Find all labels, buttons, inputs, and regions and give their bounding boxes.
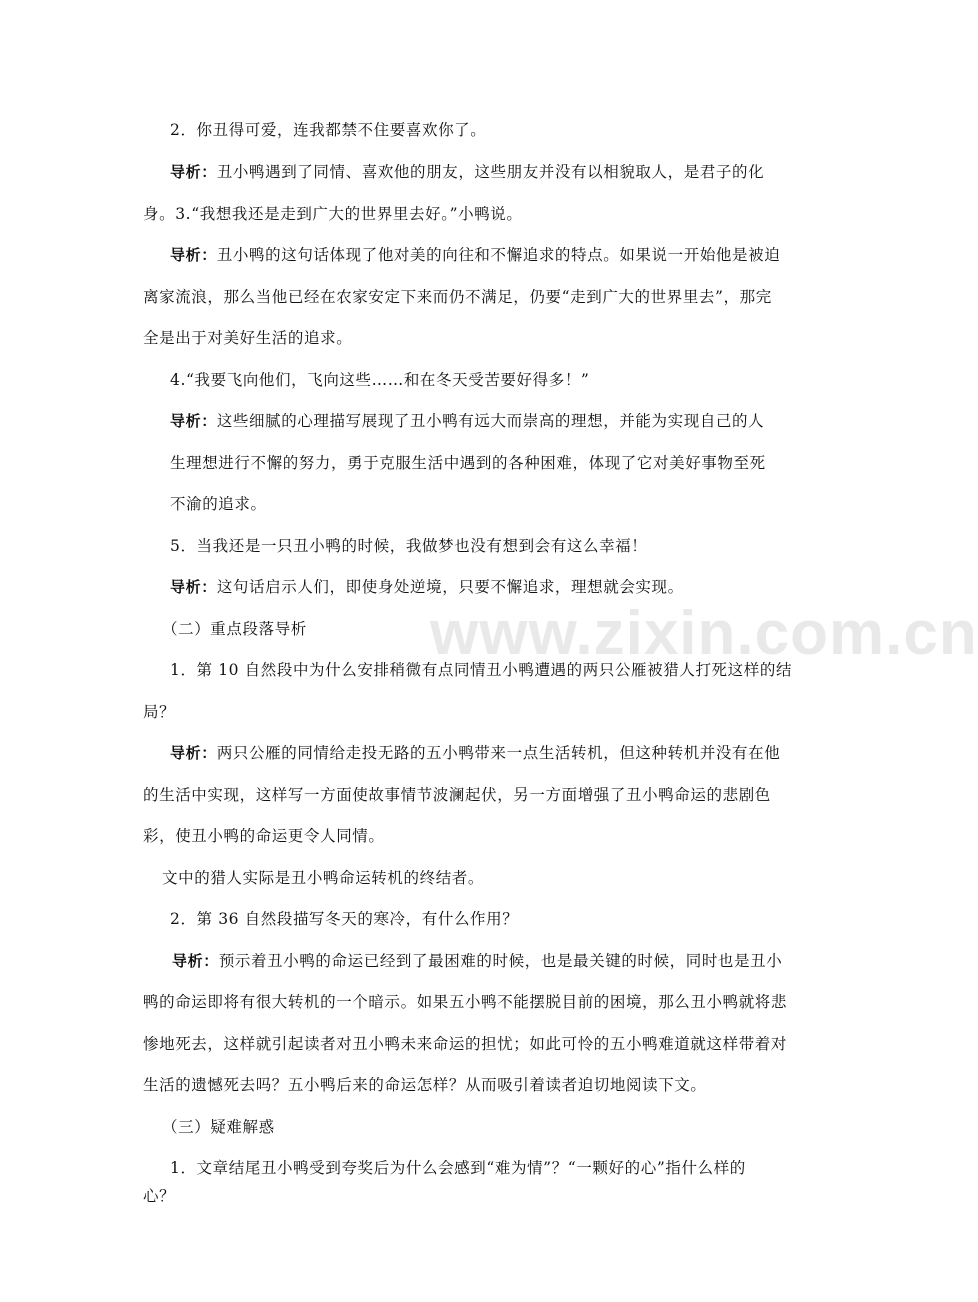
paragraph-line: 鸭的命运即将有很大转机的一个暗示。如果五小鸭不能摆脱目前的困境，那么丑小鸭就将悲	[143, 993, 788, 1011]
guide-text: 这句话启示人们，即使身处逆境，只要不懈追求，理想就会实现。	[216, 578, 684, 596]
guide-paragraph-6	[172, 949, 782, 973]
guide-label: 导析：	[170, 246, 217, 264]
guide-label: 导析：	[170, 744, 217, 762]
item-4-text: 4.“我要飞向他们，飞向这些……和在冬天受苦要好得多！”	[170, 371, 590, 389]
paragraph-line: 彩，使丑小鸭的命运更令人同情。	[143, 827, 385, 845]
paragraph-line: 离家流浪，那么当他已经在农家安定下来而仍不满足，仍要“走到广大的世界里去”，那完	[143, 288, 772, 306]
watermark: www.zixin.com.cn	[430, 599, 978, 668]
item-3-text: 身。3.“我想我还是走到广大的世界里去好。”小鸭说。	[143, 205, 523, 223]
paragraph-line: 惨地死去，这样就引起读者对丑小鸭未来命运的担忧；如此可怜的五小鸭难道就这样带着对	[143, 1035, 788, 1053]
guide-label: 导析：	[170, 412, 217, 430]
section-heading-3: （三）疑难解惑	[162, 1118, 275, 1136]
guide-text: 丑小鸭的这句话体现了他对美的向往和不懈追求的特点。如果说一开始他是被迫	[216, 246, 781, 264]
paragraph-line: 的生活中实现，这样写一方面使故事情节波澜起伏，另一方面增强了丑小鸭命运的悲剧色	[143, 786, 771, 804]
guide-label: 导析：	[170, 578, 217, 596]
paragraph-line: 心？	[143, 1187, 176, 1205]
paragraph-line: 生理想进行不懈的努力，勇于克服生活中遇到的各种困难，体现了它对美好事物至死	[170, 454, 766, 472]
item-5-text: 5．当我还是一只丑小鸭的时候，我做梦也没有想到会有这么幸福！	[170, 537, 648, 555]
paragraph-line: 文中的猎人实际是丑小鸭命运转机的终结者。	[162, 869, 485, 887]
question-1-text: 1．第 10 自然段中为什么安排稍微有点同情丑小鸭遭遇的两只公雁被猎人打死这样的结	[170, 661, 793, 679]
guide-text: 丑小鸭遇到了同情、喜欢他的朋友，这些朋友并没有以相貌取人，是君子的化	[216, 163, 765, 181]
question-3-text: 1．文章结尾丑小鸭受到夸奖后为什么会感到“难为情”？“一颗好的心”指什么样的	[170, 1159, 746, 1177]
paragraph-line: 不渝的追求。	[170, 495, 267, 513]
guide-paragraph-5	[170, 741, 780, 765]
guide-paragraph-3	[170, 409, 764, 433]
section-heading-2: （二）重点段落导析	[162, 620, 307, 638]
paragraph-line: 局？	[143, 703, 176, 721]
guide-label: 导析：	[170, 163, 217, 181]
guide-paragraph-4	[170, 575, 684, 599]
guide-text: 预示着丑小鸭的命运已经到了最困难的时候，也是最关键的时候，同时也是丑小	[218, 952, 783, 970]
guide-text: 这些细腻的心理描写展现了丑小鸭有远大而崇高的理想，并能为实现自己的人	[216, 412, 765, 430]
paragraph-line: 生活的遗憾死去吗？五小鸭后来的命运怎样？从而吸引着读者迫切地阅读下文。	[143, 1076, 707, 1094]
question-2-text: 2．第 36 自然段描写冬天的寒冷，有什么作用？	[170, 910, 519, 928]
item-2-text: 2．你丑得可爱，连我都禁不住要喜欢你了。	[170, 121, 487, 139]
guide-paragraph-1	[170, 160, 764, 184]
guide-label: 导析：	[172, 952, 219, 970]
paragraph-line: 全是出于对美好生活的追求。	[143, 329, 353, 347]
guide-paragraph-2	[170, 243, 780, 267]
guide-text: 两只公雁的同情给走投无路的五小鸭带来一点生活转机，但这种转机并没有在他	[216, 744, 781, 762]
